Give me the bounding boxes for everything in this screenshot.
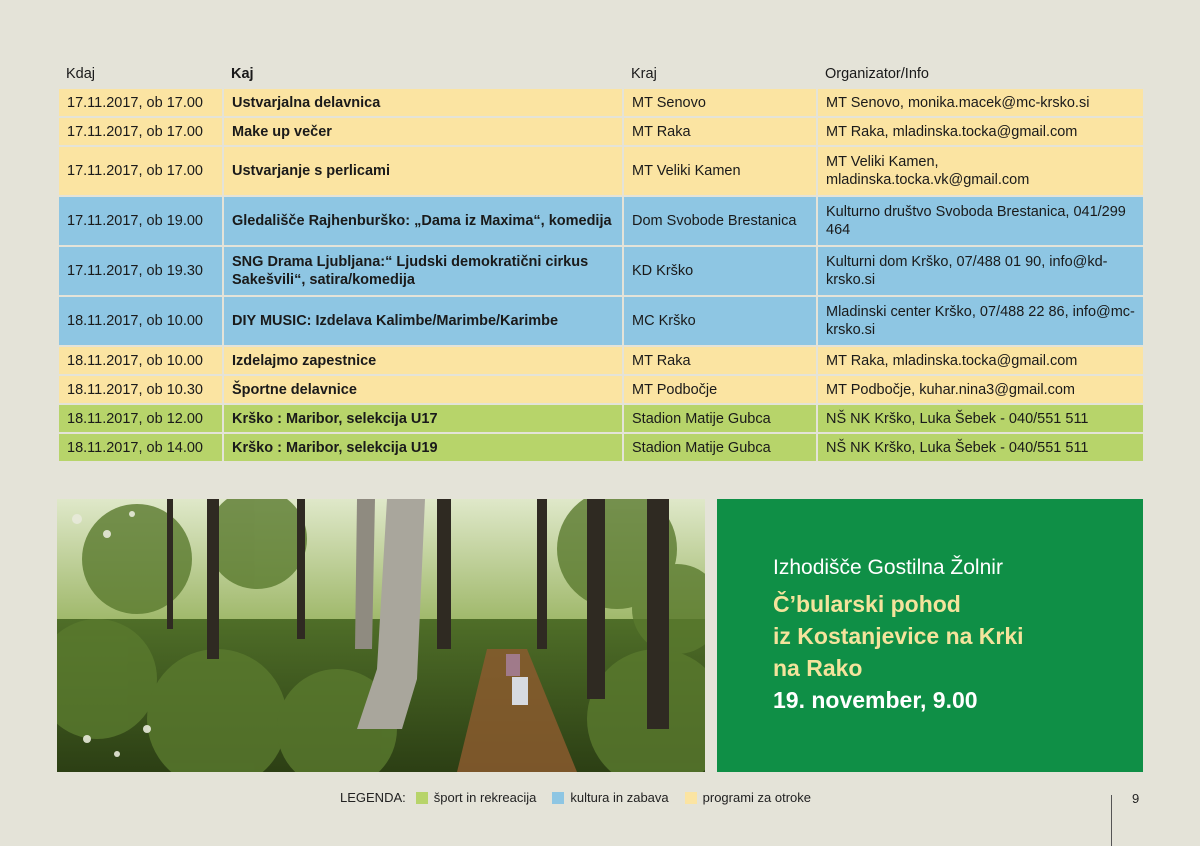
promo-date: 19. november, 9.00 [773,687,978,713]
cell-info: NŠ NK Krško, Luka Šebek - 040/551 511 [817,433,1144,462]
page-number: 9 [1132,791,1140,806]
cell-info: Kulturno društvo Svoboda Brestanica, 041/299 464 [817,196,1144,246]
page-divider [1111,795,1112,846]
header-kdaj: Kdaj [66,65,96,82]
events-table [57,60,1145,463]
table-row [58,346,1144,375]
table-row [58,296,1144,346]
cell-info: MT Raka, mladinska.tocka@gmail.com [817,346,1144,375]
table-row [58,246,1144,296]
cell-info: MT Raka, mladinska.tocka@gmail.com [817,117,1144,146]
table-row [58,404,1144,433]
cell-when: 18.11.2017, ob 10.30 [58,375,223,404]
forest-photo [57,499,705,772]
cell-when: 18.11.2017, ob 10.00 [58,346,223,375]
cell-where: Stadion Matije Gubca [623,404,817,433]
cell-what: Ustvarjanje s perlicami [223,146,623,196]
legend-item-culture: kultura in zabava [570,790,669,805]
cell-what: Gledališče Rajhenburško: „Dama iz Maxima“, komedija [223,196,623,246]
legend-item-sport: šport in rekreacija [433,790,537,805]
cell-when: 18.11.2017, ob 14.00 [58,433,223,462]
table-row [58,88,1144,117]
cell-when: 17.11.2017, ob 17.00 [58,146,223,196]
legend-item-kids: programi za otroke [702,790,812,805]
cell-info: Kulturni dom Krško, 07/488 01 90, info@kd-krsko.si [817,246,1144,296]
legend-swatch-yellow [685,792,697,804]
cell-what: Krško : Maribor, selekcija U17 [223,404,623,433]
table-row [58,196,1144,246]
cell-when: 17.11.2017, ob 19.30 [58,246,223,296]
cell-info: MT Senovo, monika.macek@mc-krsko.si [817,88,1144,117]
promo-box [717,499,1143,772]
cell-what: Krško : Maribor, selekcija U19 [223,433,623,462]
cell-where: KD Krško [623,246,817,296]
promo-title-line1: Č’bularski pohod [773,591,961,617]
cell-what: DIY MUSIC: Izdelava Kalimbe/Marimbe/Karimbe [223,296,623,346]
header-kraj: Kraj [631,65,657,82]
promo-title-line2: iz Kostanjevice na Krki [773,623,1024,649]
cell-info: MT Veliki Kamen, mladinska.tocka.vk@gmail.com [817,146,1144,196]
table-row [58,375,1144,404]
cell-where: Stadion Matije Gubca [623,433,817,462]
cell-info: NŠ NK Krško, Luka Šebek - 040/551 511 [817,404,1144,433]
legend-label: LEGENDA: [340,790,406,805]
cell-where: MT Podbočje [623,375,817,404]
cell-info: MT Podbočje, kuhar.nina3@gmail.com [817,375,1144,404]
legend [340,790,817,805]
table-row [58,146,1144,196]
cell-what: Športne delavnice [223,375,623,404]
legend-swatch-blue [552,792,564,804]
cell-what: Make up večer [223,117,623,146]
legend-swatch-green [416,792,428,804]
promo-subtitle: Izhodišče Gostilna Žolnir [773,556,1003,579]
header-info: Organizator/Info [825,65,929,82]
cell-where: MT Senovo [623,88,817,117]
cell-where: MT Veliki Kamen [623,146,817,196]
table-row [58,433,1144,462]
promo-title-line3: na Rako [773,655,863,681]
table-header-row [58,60,1144,88]
cell-what: Izdelajmo zapestnice [223,346,623,375]
cell-when: 18.11.2017, ob 10.00 [58,296,223,346]
cell-when: 17.11.2017, ob 17.00 [58,117,223,146]
cell-info: Mladinski center Krško, 07/488 22 86, info@mc-krsko.si [817,296,1144,346]
header-kaj: Kaj [231,65,254,82]
table-row [58,117,1144,146]
cell-what: SNG Drama Ljubljana:“ Ljudski demokratični cirkus Sakešvili“, satira/komedija [223,246,623,296]
cell-when: 17.11.2017, ob 19.00 [58,196,223,246]
cell-where: Dom Svobode Brestanica [623,196,817,246]
cell-when: 17.11.2017, ob 17.00 [58,88,223,117]
cell-what: Ustvarjalna delavnica [223,88,623,117]
cell-when: 18.11.2017, ob 12.00 [58,404,223,433]
cell-where: MC Krško [623,296,817,346]
cell-where: MT Raka [623,346,817,375]
cell-where: MT Raka [623,117,817,146]
